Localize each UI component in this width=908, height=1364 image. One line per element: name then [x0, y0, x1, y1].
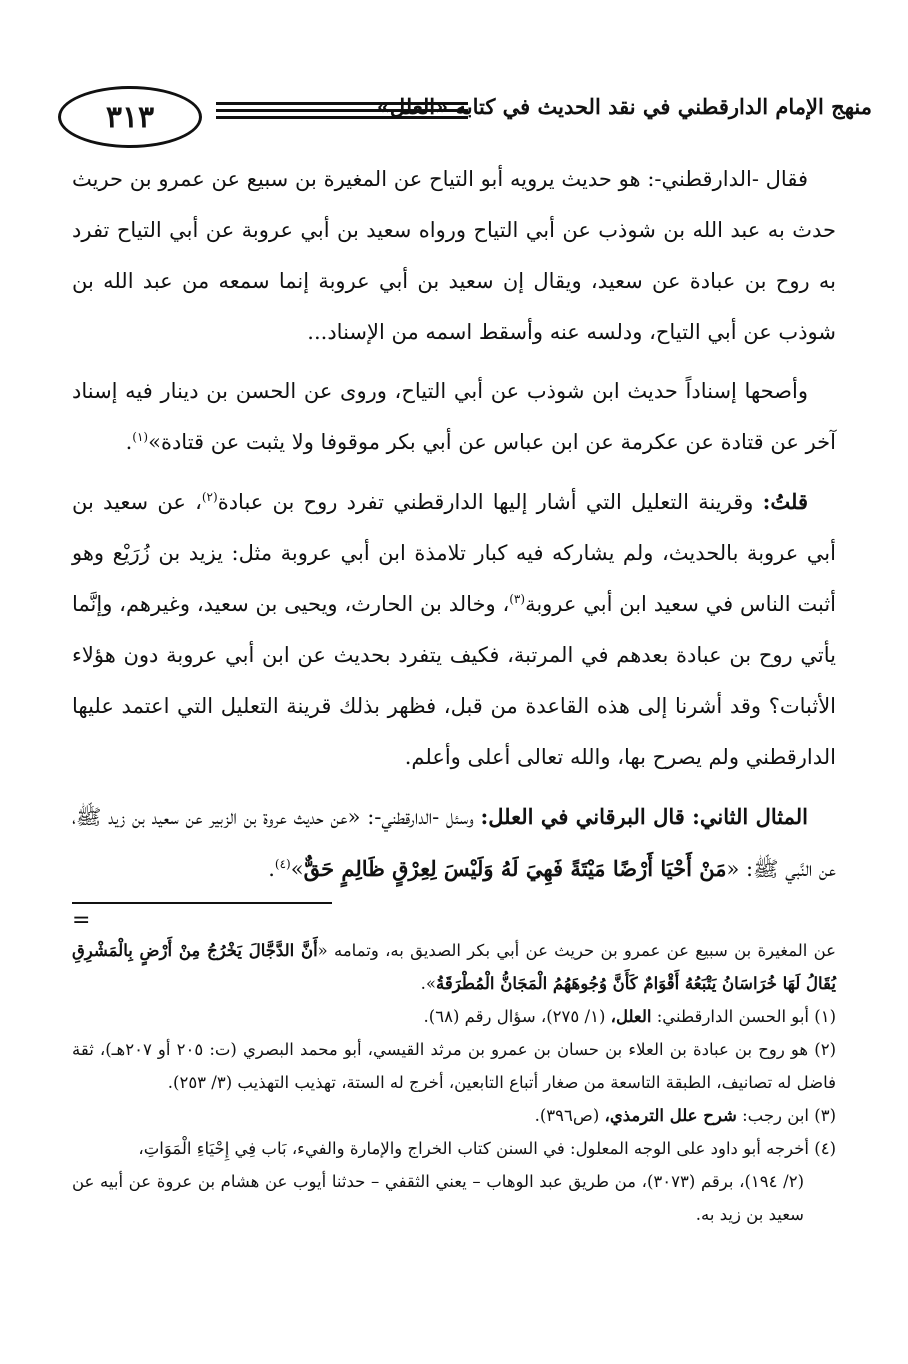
footnote-continuation-end: ». — [420, 974, 436, 993]
paragraph-4-text-b: » — [290, 857, 304, 881]
paragraph-2-end: . — [125, 430, 133, 454]
footnote-2-text: (٢) هو روح بن عبادة بن العلاء بن حسان بن عمرو بن مرثد القيسي، أبو محمد البصري (ت: ٢٠٥ أو ٢٠٧هـ)، ثقة فاضل له تصانيف، الطبقة التاسعة من صغار أتباع التابعين، أخرج له الستة، تهذيب التهذيب (٣/ ٢٥٣). — [72, 1040, 837, 1092]
footnotes — [72, 934, 836, 1231]
paragraph-1-text: فقال -الدارقطني-: هو حديث يرويه أبو التياح عن المغيرة بن سبيع عن عمرو بن حريث حدث به عبد الله بن شوذب عن أبي التياح ورواه سعيد بن أبي عروبة عن أبي التياح تفرد به روح بن عبادة عن سعيد، ويقال إن سعيد بن أبي عروبة إنما سمعه من عبد الله بن شوذب عن أبي التياح، ودلسه عنه وأسقط اسمه من الإسناد... — [72, 167, 836, 344]
footnote-1 — [72, 1000, 836, 1033]
paragraph-4-text-a: وسئل -الدارقطني-: «عن حديث عروة بن الزبير عن سعيد بن زيد ﷺ، عن النَّبي ﷺ: « — [72, 805, 836, 881]
paragraph-3-text-b: ، عن سعيد بن أبي عروبة بالحديث، ولم يشاركه فيه كبار تلامذة ابن أبي عروبة مثل: يزيد بن زُرَيْع وهو أثبت الناس في سعيد ابن أبي عروبة — [72, 490, 837, 616]
footnote-2 — [72, 1033, 836, 1099]
footnote-3-ref: (ص٣٩٦). — [534, 1106, 605, 1125]
footnote-1-text: (١) أبو الحسن الدارقطني: — [651, 1007, 836, 1026]
footnote-1-book: العلل، — [610, 1007, 652, 1026]
footnote-3 — [72, 1099, 836, 1132]
footnote-4 — [72, 1132, 836, 1165]
footnote-separator — [72, 902, 332, 904]
footnote-ref-4[interactable]: (٤) — [274, 857, 291, 871]
footnote-ref-3[interactable]: (٣) — [509, 592, 526, 606]
continuation-mark: = — [72, 908, 91, 933]
paragraph-3 — [72, 476, 836, 783]
paragraph-3-text-a: وقرينة التعليل التي أشار إليها الدارقطني تفرد روح بن عبادة — [217, 490, 763, 514]
footnote-1-ref: (١/ ٢٧٥)، سؤال رقم (٦٨). — [423, 1007, 611, 1026]
paragraph-4-lead: المثال الثاني: قال البرقاني في العلل: — [480, 804, 809, 829]
footnote-continuation — [72, 934, 836, 1000]
paragraph-3-lead: قلتُ: — [762, 489, 808, 514]
footnote-ref-1[interactable]: (١) — [132, 430, 149, 444]
hadith-quote: مَنْ أَحْيَا أَرْضًا مَيْتَةً فَهِيَ لَهُ وَلَيْسَ لِعِرْقٍ ظَالِمٍ حَقٌّ — [303, 856, 727, 881]
footnote-4-text-b: (٢/ ١٩٤)، برقم (٣٠٧٣)، من طريق عبد الوهاب – يعني الثقفي – حدثنا أيوب عن هشام بن عروة عن أبيه عن سعيد بن زيد به. — [72, 1172, 804, 1224]
footnote-ref-2[interactable]: (٢) — [201, 490, 218, 504]
main-text — [72, 154, 836, 895]
paragraph-3-text-c: ، وخالد بن الحارث، ويحيى بن سعيد، وغيرهم، وإنَّما يأتي روح بن عبادة بعدهم في المرتبة، فكيف يتفرد بحديث عن ابن أبي عروبة دون هؤلاء الأثبات؟ وقد أشرنا إلى هذه القاعدة من قبل، فظهر بذلك قرينة التعليل التي اعتمد عليها الدارقطني ولم يصرح بها، والله تعالى أعلى وأعلم. — [72, 592, 836, 769]
footnote-4-continued — [72, 1165, 836, 1231]
paragraph-2 — [72, 366, 836, 468]
footnote-4-text: (٤) أخرجه أبو داود على الوجه المعلول: في السنن كتاب الخراج والإمارة والفيء، بَاب فِي إِحْيَاءِ الْمَوَاتِ، — [138, 1139, 836, 1158]
footnote-3-book: شرح علل الترمذي، — [604, 1106, 737, 1125]
paragraph-4 — [72, 791, 836, 895]
page-number: ٣١٣ — [58, 86, 202, 148]
paragraph-1 — [72, 154, 836, 358]
paragraph-4-end: . — [268, 857, 275, 881]
footnote-3-text: (٣) ابن رجب: — [736, 1106, 836, 1125]
page-header — [40, 86, 872, 150]
footnote-continuation-quote: أَنَّ الدَّجَّالَ يَخْرُجُ مِنْ أَرْضٍ بِالْمَشْرِقِ يُقَالُ لَهَا خُرَاسَانُ يَتْبَعُهُ أَقْوَامٌ كَأَنَّ وُجُوهَهُمُ الْمَجَانُّ الْمُطْرَقَةُ — [72, 941, 836, 993]
running-title: منهج الإمام الدارقطني في نقد الحديث في كتابه «العلل» — [376, 94, 872, 119]
footnote-continuation-text: عن المغيرة بن سبيع عن عمرو بن حريث عن أبي بكر الصديق به، وتمامه « — [317, 941, 836, 960]
paragraph-2-text: وأصحها إسناداً حديث ابن شوذب عن أبي التياح، وروى عن الحسن بن دينار فيه إسناد آخر عن قتادة عن عكرمة عن ابن عباس عن أبي بكر موقوفا ولا يثبت عن قتادة» — [72, 379, 836, 454]
